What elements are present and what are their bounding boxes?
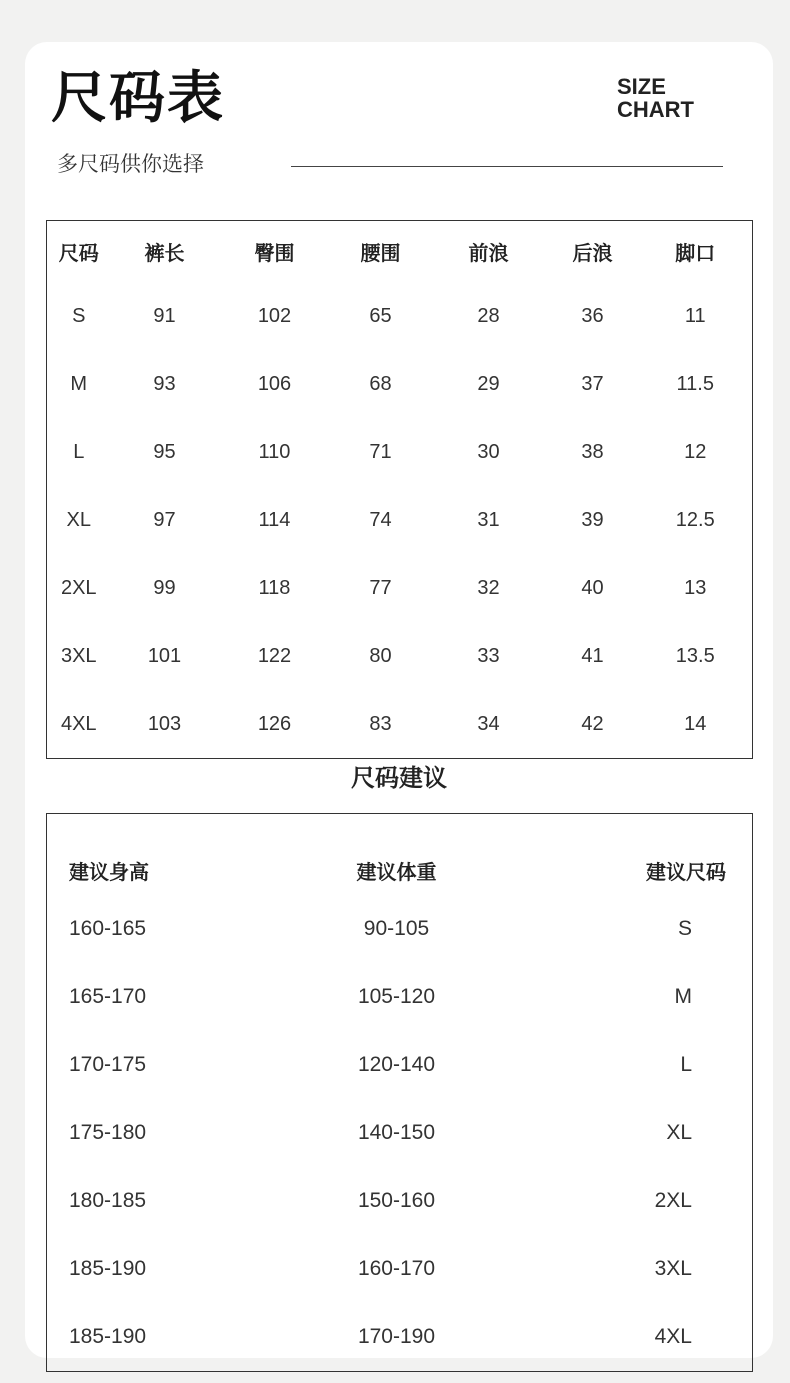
table-cell: 102 [257, 304, 292, 327]
header-weight: 建议体重 [356, 860, 437, 884]
table-cell: 77 [369, 576, 392, 599]
table-cell: 36 [581, 304, 604, 327]
table-row [47, 554, 753, 622]
table-cell: 42 [581, 712, 604, 735]
page-title: 尺码表 [51, 66, 225, 131]
table-cell: 160-165 [69, 917, 147, 940]
table-cell: 31 [477, 508, 500, 531]
table-row [47, 418, 753, 486]
table-cell: 12.5 [675, 508, 715, 531]
table-cell: 106 [257, 372, 292, 395]
table-cell: S [72, 304, 86, 327]
header-height: 建议身高 [69, 860, 149, 884]
table-cell: 40 [581, 576, 604, 599]
table-cell: XL [66, 508, 91, 531]
english-title [617, 75, 694, 121]
header-recommended-size: 建议尺码 [646, 860, 726, 884]
table-cell: 180-185 [69, 1189, 147, 1212]
table-cell: 38 [581, 440, 604, 463]
table-cell: 185-190 [69, 1257, 147, 1280]
table-cell: 3XL [654, 1257, 692, 1280]
header-waist: 腰围 [360, 240, 401, 265]
recommendation-header-row [47, 814, 753, 896]
size-table [46, 220, 753, 759]
table-cell: 4XL [60, 712, 97, 735]
english-title-line2: CHART [617, 97, 694, 122]
table-cell: 32 [477, 576, 500, 599]
header-size: 尺码 [58, 240, 99, 265]
recommendation-title: 尺码建议 [351, 764, 447, 792]
table-cell: 29 [477, 372, 500, 395]
table-row [47, 1167, 753, 1235]
table-cell: 30 [477, 440, 500, 463]
size-table-header-row [47, 221, 753, 283]
header-leg-opening: 脚口 [675, 240, 716, 265]
english-title-line1: SIZE [617, 74, 666, 99]
table-cell: 160-170 [357, 1257, 436, 1280]
table-cell: 170-190 [357, 1325, 436, 1348]
table-row [47, 282, 753, 350]
table-cell: 120-140 [357, 1053, 436, 1076]
table-cell: 41 [581, 644, 604, 667]
table-cell: 13 [684, 576, 707, 599]
table-cell: L [680, 1053, 692, 1076]
table-cell: 150-160 [357, 1189, 436, 1212]
table-cell: 83 [369, 712, 392, 735]
table-cell: 165-170 [69, 985, 147, 1008]
table-cell: 2XL [654, 1189, 692, 1212]
header-length: 裤长 [144, 240, 185, 265]
table-cell: S [677, 917, 692, 940]
table-cell: 68 [369, 372, 392, 395]
table-cell: 12 [684, 440, 707, 463]
table-cell: XL [666, 1121, 692, 1144]
table-row [47, 963, 753, 1031]
table-row [47, 486, 753, 554]
table-cell: 99 [153, 576, 176, 599]
table-cell: 140-150 [357, 1121, 436, 1144]
table-row [47, 1099, 753, 1167]
table-cell: 170-175 [69, 1053, 147, 1076]
size-chart-card [25, 42, 773, 1358]
table-cell: 4XL [654, 1325, 692, 1348]
table-cell: 37 [581, 372, 604, 395]
table-cell: 91 [153, 304, 176, 327]
table-cell: 71 [369, 440, 392, 463]
table-row [47, 1235, 753, 1303]
table-cell: 118 [258, 576, 291, 599]
table-cell: 175-180 [69, 1121, 147, 1144]
table-row [47, 622, 753, 690]
recommendation-table [46, 813, 753, 1372]
header-back-rise: 后浪 [572, 240, 613, 265]
subtitle: 多尺码供你选择 [57, 152, 204, 176]
table-row [47, 350, 753, 418]
table-row [47, 690, 753, 759]
table-cell: 105-120 [357, 985, 436, 1008]
table-cell: 80 [369, 644, 392, 667]
table-cell: 11 [684, 304, 706, 327]
header-front-rise: 前浪 [468, 240, 509, 265]
table-cell: 95 [153, 440, 176, 463]
table-cell: 65 [369, 304, 392, 327]
table-cell: 33 [477, 644, 500, 667]
table-cell: 74 [369, 508, 392, 531]
table-cell: 90-105 [363, 917, 430, 940]
table-cell: 101 [147, 644, 182, 667]
table-row [47, 895, 753, 963]
table-cell: 3XL [60, 644, 97, 667]
table-cell: 14 [684, 712, 707, 735]
table-cell: 34 [477, 712, 500, 735]
table-cell: 97 [153, 508, 176, 531]
table-cell: 11.5 [676, 372, 714, 395]
table-cell: 122 [257, 644, 292, 667]
table-row [47, 1031, 753, 1099]
table-cell: 93 [153, 372, 176, 395]
table-cell: M [70, 372, 88, 395]
table-row [47, 1303, 753, 1372]
table-cell: M [674, 985, 692, 1008]
divider-line [291, 166, 723, 167]
table-cell: 126 [257, 712, 292, 735]
table-cell: 103 [147, 712, 182, 735]
table-cell: 110 [258, 440, 291, 463]
table-cell: 13.5 [675, 644, 715, 667]
table-cell: 185-190 [69, 1325, 147, 1348]
table-cell: 39 [581, 508, 604, 531]
table-cell: L [73, 440, 85, 463]
table-cell: 2XL [60, 576, 97, 599]
table-cell: 114 [258, 508, 291, 531]
table-cell: 28 [477, 304, 500, 327]
header-hip: 臀围 [254, 240, 295, 265]
